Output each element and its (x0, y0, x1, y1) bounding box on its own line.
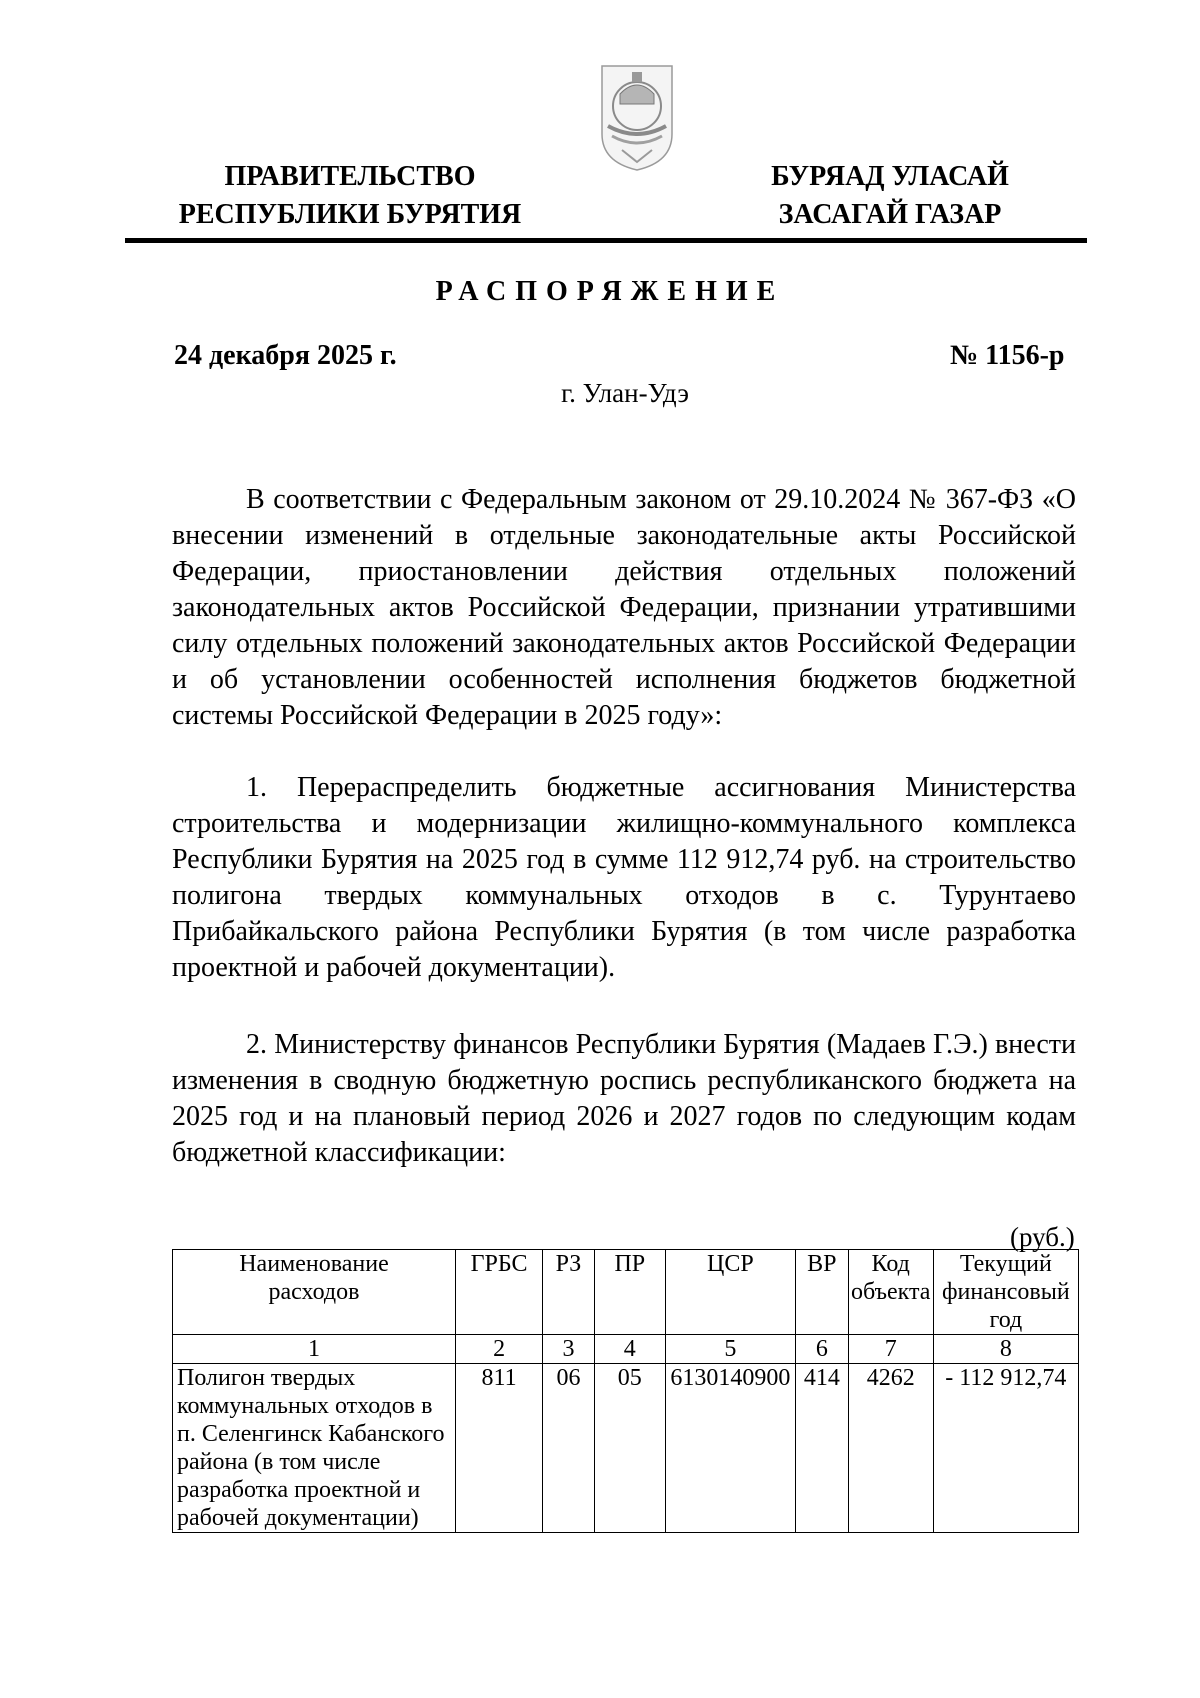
row-rz: 06 (543, 1364, 595, 1533)
document-number: № 1156-р (950, 340, 1065, 371)
header-name-line2: расходов (268, 1279, 360, 1305)
column-number-row (173, 1335, 1079, 1364)
header-current-year-line2: финансовый (942, 1279, 1070, 1305)
header-current-year-line1: Текущий (959, 1251, 1052, 1277)
column-number: 7 (848, 1335, 933, 1364)
preamble-paragraph: В соответствии с Федеральным законом от 29.10.2024 № 367-ФЗ «О внесении изменений в отдельные законодательные акты Российской Федерации, приостановлении действия отдельных положений законодательных актов Российской Федерации, признании утратившими силу отдельных положений законодательных актов Российской Федерации и об установлении особенностей исполнения бюджетов бюджетной системы Российской Федерации в 2025 году»: (172, 484, 1076, 731)
budget-table (172, 1249, 1079, 1533)
clause-2-paragraph: 2. Министерству финансов Республики Бурятия (Мадаев Г.Э.) внести изменения в сводную бюджетную роспись республиканского бюджета на 2025 год и на плановый период 2026 и 2027 годов по следующим кодам бюджетной классификации: (172, 1029, 1076, 1168)
government-name-bua (720, 158, 1060, 234)
header-divider (125, 238, 1087, 243)
column-number: 6 (795, 1335, 848, 1364)
row-vr: 414 (795, 1364, 848, 1533)
header-current-year-line3: год (989, 1307, 1023, 1333)
header-vr: ВР (795, 1250, 848, 1335)
document-city: г. Улан-Удэ (561, 378, 689, 408)
column-number: 1 (173, 1335, 456, 1364)
government-name-bua-line2: ЗАСАГАЙ ГАЗАР (778, 199, 1002, 230)
header-current-year (933, 1250, 1078, 1335)
column-number: 3 (543, 1335, 595, 1364)
column-number: 4 (594, 1335, 665, 1364)
header-object-code (848, 1250, 933, 1335)
government-name-ru-line1: ПРАВИТЕЛЬСТВО (224, 161, 476, 192)
column-number: 2 (455, 1335, 542, 1364)
table-header-row (173, 1250, 1079, 1335)
column-number: 8 (933, 1335, 1078, 1364)
header-name (173, 1250, 456, 1335)
row-csr: 6130140900 (665, 1364, 795, 1533)
document-title: РАСПОРЯЖЕНИЕ (435, 276, 785, 307)
header-pr: ПР (594, 1250, 665, 1335)
table-row (173, 1364, 1079, 1533)
row-name: Полигон твердых коммунальных отходов в п. Селенгинск Кабанского района (в том числе разработка проектной и рабочей документации) (173, 1364, 456, 1533)
row-pr: 05 (594, 1364, 665, 1533)
row-grbs: 811 (455, 1364, 542, 1533)
row-object-code: 4262 (848, 1364, 933, 1533)
column-number: 5 (665, 1335, 795, 1364)
row-amount: - 112 912,74 (933, 1364, 1078, 1533)
header-object-code-line2: объекта (850, 1279, 931, 1305)
government-name-bua-line1: БУРЯАД УЛАСАЙ (771, 161, 1009, 192)
government-name-ru (160, 158, 540, 234)
header-object-code-line1: Код (871, 1251, 910, 1277)
government-name-ru-line2: РЕСПУБЛИКИ БУРЯТИЯ (178, 199, 522, 230)
clause-1-paragraph: 1. Перераспределить бюджетные ассигнования Министерства строительства и модернизации жилищно-коммунального комплекса Республики Бурятия на 2025 год в сумме 112 912,74 руб. на строительство полигона твердых коммунальных отходов в с. Турунтаево Прибайкальского района Республики Бурятия (в том числе разработка проектной и рабочей документации). (172, 772, 1076, 983)
document-date: 24 декабря 2025 г. (174, 340, 397, 371)
header-csr: ЦСР (665, 1250, 795, 1335)
header-rz: РЗ (543, 1250, 595, 1335)
header-name-line1: Наименование (239, 1251, 389, 1277)
coat-of-arms-icon (592, 54, 682, 174)
currency-unit: (руб.) (1010, 1222, 1075, 1252)
header-grbs: ГРБС (455, 1250, 542, 1335)
